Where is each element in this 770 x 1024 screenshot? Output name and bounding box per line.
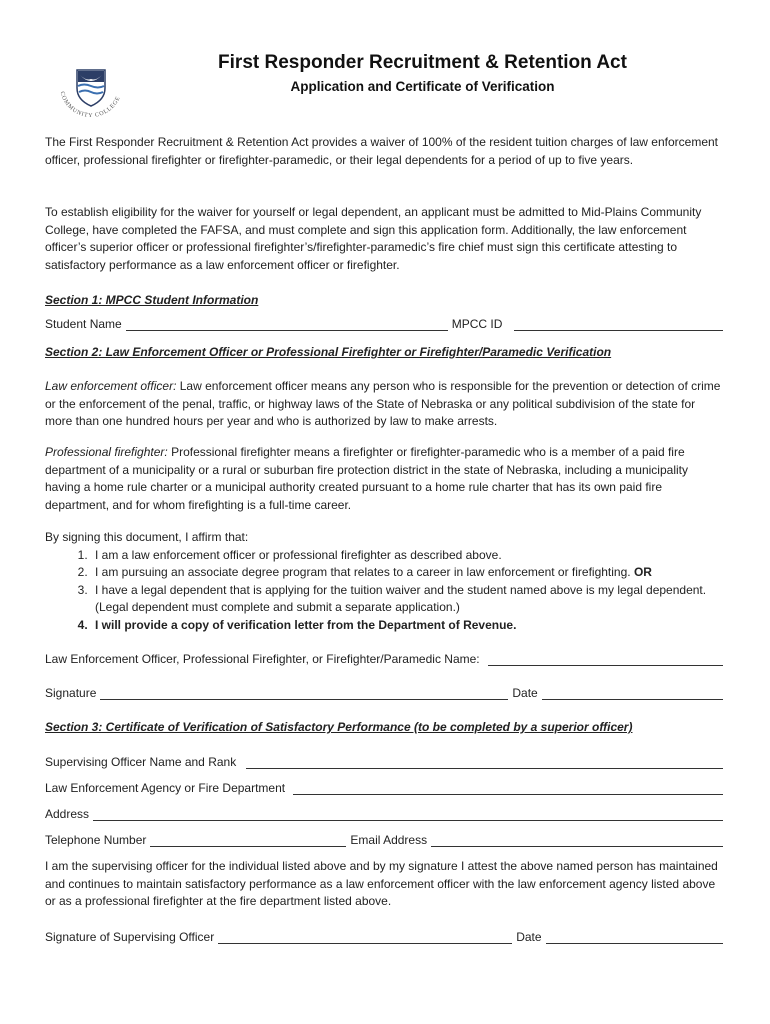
affirmation-or: OR [633,565,652,579]
form-title: First Responder Recruitment & Retention Act [218,52,627,73]
leo-definition [45,378,725,431]
agency-field[interactable] [293,782,723,795]
firefighter-definition [45,444,725,514]
leo-definition-text: Law enforcement officer means any person who is responsible for the prevention or detection of crime or the enforcement of the penal, traffic, or highway laws of the State of Nebraska or any political subdivision of the state for more than one hundred hours per year and who is authorized by law to make arrests. [45,379,721,428]
officer-name-label: Law Enforcement Officer, Professional Firefighter, or Firefighter/Paramedic Name: [45,652,480,666]
affirmation-item [91,564,725,582]
telephone-label: Telephone Number [45,833,147,847]
affirmation-item: 3. I have a legal dependent that is applying for the tuition waiver and the student named above is my legal dependent. (Legal dependent must complete and submit a separate application.) [91,582,725,617]
affirmation-block [45,529,725,634]
intro-paragraph-2: To establish eligibility for the waiver for yourself or legal dependent, an applicant must be admitted to Mid-Plains Community College, have completed the FAFSA, and must complete and sign this application form. Additionally, the law enforcement officer’s superior officer or professional firefighter’s/firefighter-paramedic’s fire chief must sign this certificate attesting to satisfactory performance as a law enforcement officer or firefighter. [45,205,702,272]
supervising-officer-row [45,754,723,772]
mpcc-id-field[interactable] [514,318,723,331]
student-name-field[interactable] [126,318,448,331]
college-seal-icon [50,42,132,124]
student-info-row [45,316,723,334]
supervising-officer-field[interactable] [246,756,723,769]
firefighter-term: Professional firefighter: [45,445,168,459]
telephone-field[interactable] [150,834,346,847]
supervisor-signature-row [45,929,723,947]
affirmation-item: 1. I am a law enforcement officer or professional firefighter as described above. [91,547,725,565]
supervisor-date-field[interactable] [546,931,723,944]
contact-row [45,832,723,850]
supervising-officer-label: Supervising Officer Name and Rank [45,755,237,769]
leo-term: Law enforcement officer: [45,379,177,393]
email-field[interactable] [431,834,723,847]
date-field[interactable] [542,687,723,700]
supervisor-signature-field[interactable] [218,931,512,944]
mpcc-id-label: MPCC ID [451,317,503,331]
college-logo [50,42,132,124]
signature-label: Signature [45,686,97,700]
email-label: Email Address [350,833,428,847]
logo-text-top [50,42,117,44]
affirmation-list [45,547,725,635]
section-2-heading: Section 2: Law Enforcement Officer or Professional Firefighter or Firefighter/Paramedic Verification [45,345,612,359]
supervisor-date-label: Date [516,930,542,944]
address-label: Address [45,807,90,821]
officer-name-row [45,651,723,669]
firefighter-definition-text: Professional firefighter means a firefighter or firefighter-paramedic who is a member of a paid fire department of a municipality or a rural or suburban fire protection district in the state of Nebraska, including a municipality having a home rule charter or a municipal authority created pursuant to a home rule charter that has its own paid fire department, and for whom firefighting is a full-time career. [45,445,688,512]
signature-field[interactable] [100,687,508,700]
section-1-heading: Section 1: MPCC Student Information [45,293,259,307]
supervisor-signature-label: Signature of Supervising Officer [45,930,215,944]
form-subtitle: Application and Certificate of Verification [290,79,555,94]
affirmation-intro: By signing this document, I affirm that: [45,530,249,544]
address-field[interactable] [93,808,723,821]
officer-name-field[interactable] [488,653,723,666]
affirmation-item: 4. I will provide a copy of verification letter from the Department of Revenue. [91,617,725,635]
agency-label: Law Enforcement Agency or Fire Department [45,781,286,795]
attestation-paragraph: I am the supervising officer for the individual listed above and by my signature I attest the above named person has maintained and continues to maintain satisfactory performance as a law enforcement officer with the law enforcement agency listed above or as a professional firefighter at the fire department listed above. [45,859,718,908]
signature-row [45,685,723,703]
student-name-label: Student Name [45,317,122,331]
section-3-heading: Section 3: Certificate of Verification of Satisfactory Performance (to be completed by a superior officer) [45,720,633,734]
agency-row [45,780,723,798]
affirmation-item-text: I am pursuing an associate degree program that relates to a career in law enforcement or firefighting. [95,565,631,579]
logo-text-bottom: COMMUNITY COLLEGE [58,90,122,120]
address-row [45,806,723,824]
date-label: Date [512,686,538,700]
intro-paragraph-1: The First Responder Recruitment & Retention Act provides a waiver of 100% of the resident tuition charges of law enforcement officer, professional firefighter or firefighter-paramedic, or their legal dependents for a period of up to five years. [45,135,719,167]
